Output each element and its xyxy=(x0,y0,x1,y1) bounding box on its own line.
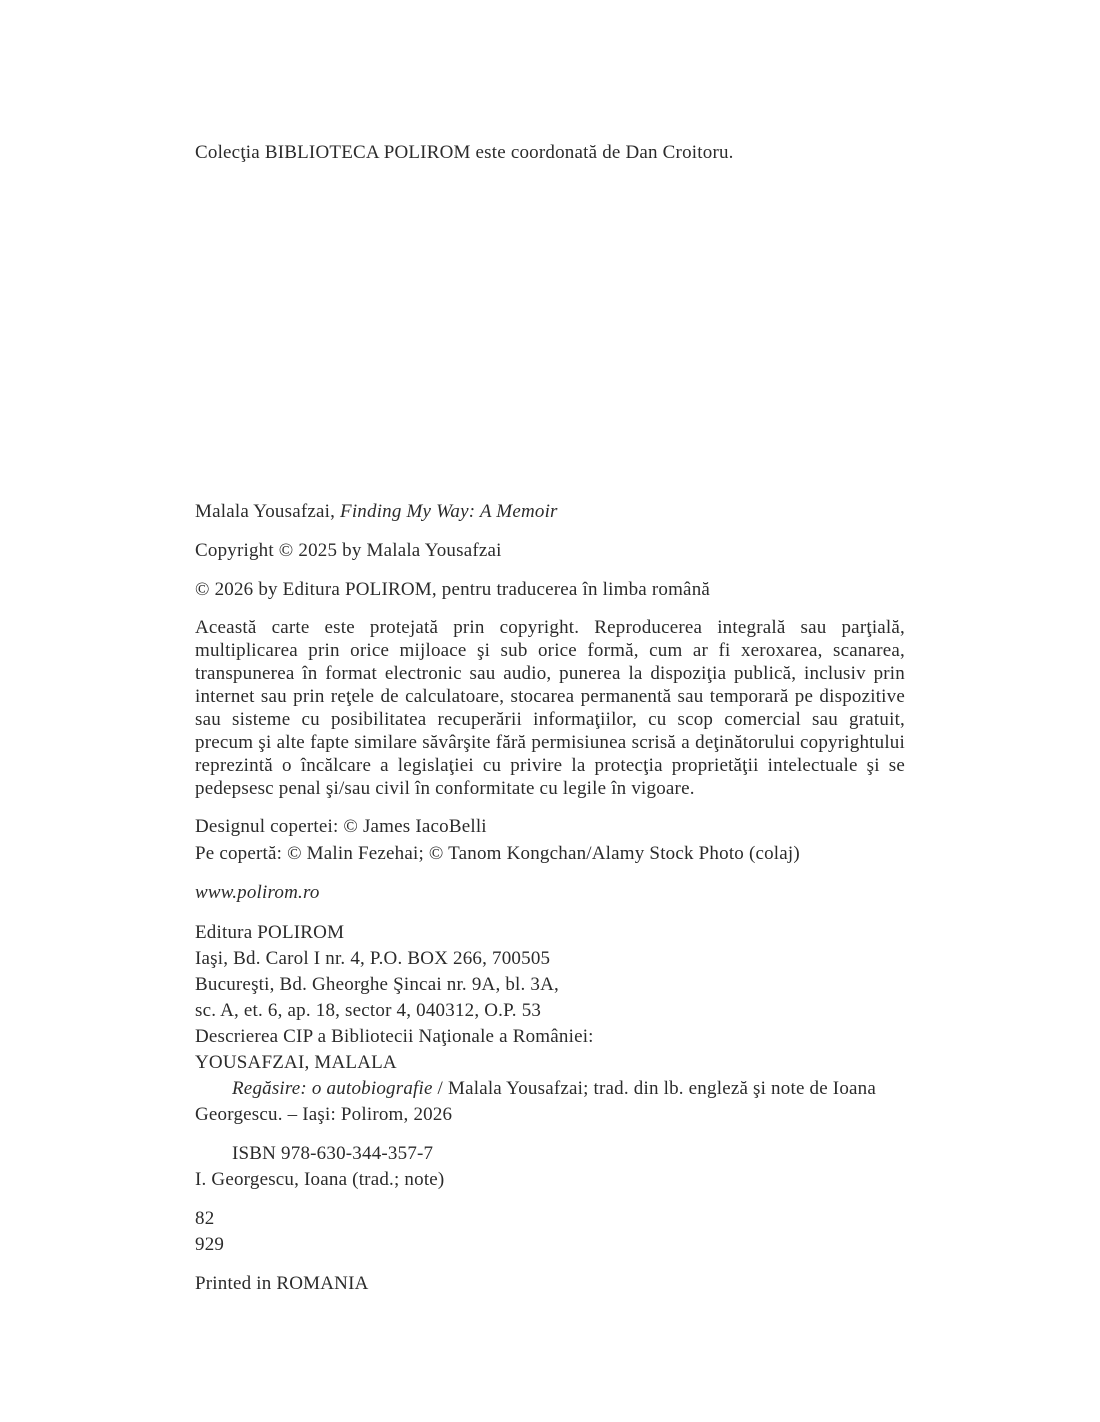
publisher-address-bucuresti-line2: sc. A, et. 6, ap. 18, sector 4, 040312, O.P. 53 xyxy=(195,1000,542,1021)
cip-entry xyxy=(195,1076,905,1128)
printed-in-notice: Printed in ROMANIA xyxy=(195,1273,369,1294)
cip-entry-rest: / Malala Yousafzai; trad. din lb. engleză şi note de Ioana Georgescu. – Iaşi: Polirom, 2026 xyxy=(195,1078,877,1125)
legal-notice-paragraph: Această carte este protejată prin copyright. Reproducerea integrală sau parţială, multiplicarea prin orice mijloace şi sub orice formă, cum ar fi xeroxarea, scanarea, transpunerea în format electronic sau audio, punerea la dispoziţia publică, inclusiv prin internet sau prin reţele de calculatoare, stocarea permanentă sau temporară pe dispozitive sau sisteme cu posibilitatea recuperării informaţiilor, cu scop comercial sau gratuit, precum şi alte fapte similare săvârşite fără permisiunea scrisă a deţinătorului copyrightului reprezintă o încălcare a legislaţiei cu privire la protecţia proprietăţii intelectuale şi se pedepsesc penal şi/sau civil în conformitate cu legile în vigoare. xyxy=(195,617,905,799)
book-author: Malala Yousafzai, xyxy=(195,501,341,522)
cover-credits-block xyxy=(195,813,905,867)
book-title-line xyxy=(195,499,905,525)
publisher-address-iasi: Iaşi, Bd. Carol I nr. 4, P.O. BOX 266, 700505 xyxy=(195,948,551,969)
spacer xyxy=(195,166,905,499)
cip-author: YOUSAFZAI, MALALA xyxy=(195,1052,397,1073)
cip-contributor: I. Georgescu, Ioana (trad.; note) xyxy=(195,1169,445,1190)
book-title: Finding My Way: A Memoir xyxy=(340,501,558,522)
udc-code-1: 82 xyxy=(195,1208,215,1229)
copyright-original-line: Copyright © 2025 by Malala Yousafzai xyxy=(195,540,502,561)
series-note: Colecţia BIBLIOTECA POLIROM este coordonată de Dan Croitoru. xyxy=(195,142,734,163)
udc-block xyxy=(195,1206,905,1258)
publisher-address-bucuresti-line1: Bucureşti, Bd. Gheorghe Şincai nr. 9A, bl. 3A, xyxy=(195,974,560,995)
publisher-block xyxy=(195,920,905,1024)
cip-entry-title: Regăsire: o autobiografie xyxy=(232,1078,433,1099)
cover-design-credit: Designul copertei: © James IacoBelli xyxy=(195,816,487,837)
udc-code-2: 929 xyxy=(195,1234,225,1255)
cip-heading: Descrierea CIP a Bibliotecii Naţionale a României: xyxy=(195,1026,594,1047)
cover-photo-credit: Pe copertă: © Malin Fezehai; © Tanom Kongchan/Alamy Stock Photo (colaj) xyxy=(195,843,800,864)
isbn: ISBN 978-630-344-357-7 xyxy=(232,1143,434,1164)
copyright-translation-line: © 2026 by Editura POLIROM, pentru traducerea în limba română xyxy=(195,579,711,600)
publisher-website: www.polirom.ro xyxy=(195,882,320,903)
publisher-name: Editura POLIROM xyxy=(195,922,345,943)
